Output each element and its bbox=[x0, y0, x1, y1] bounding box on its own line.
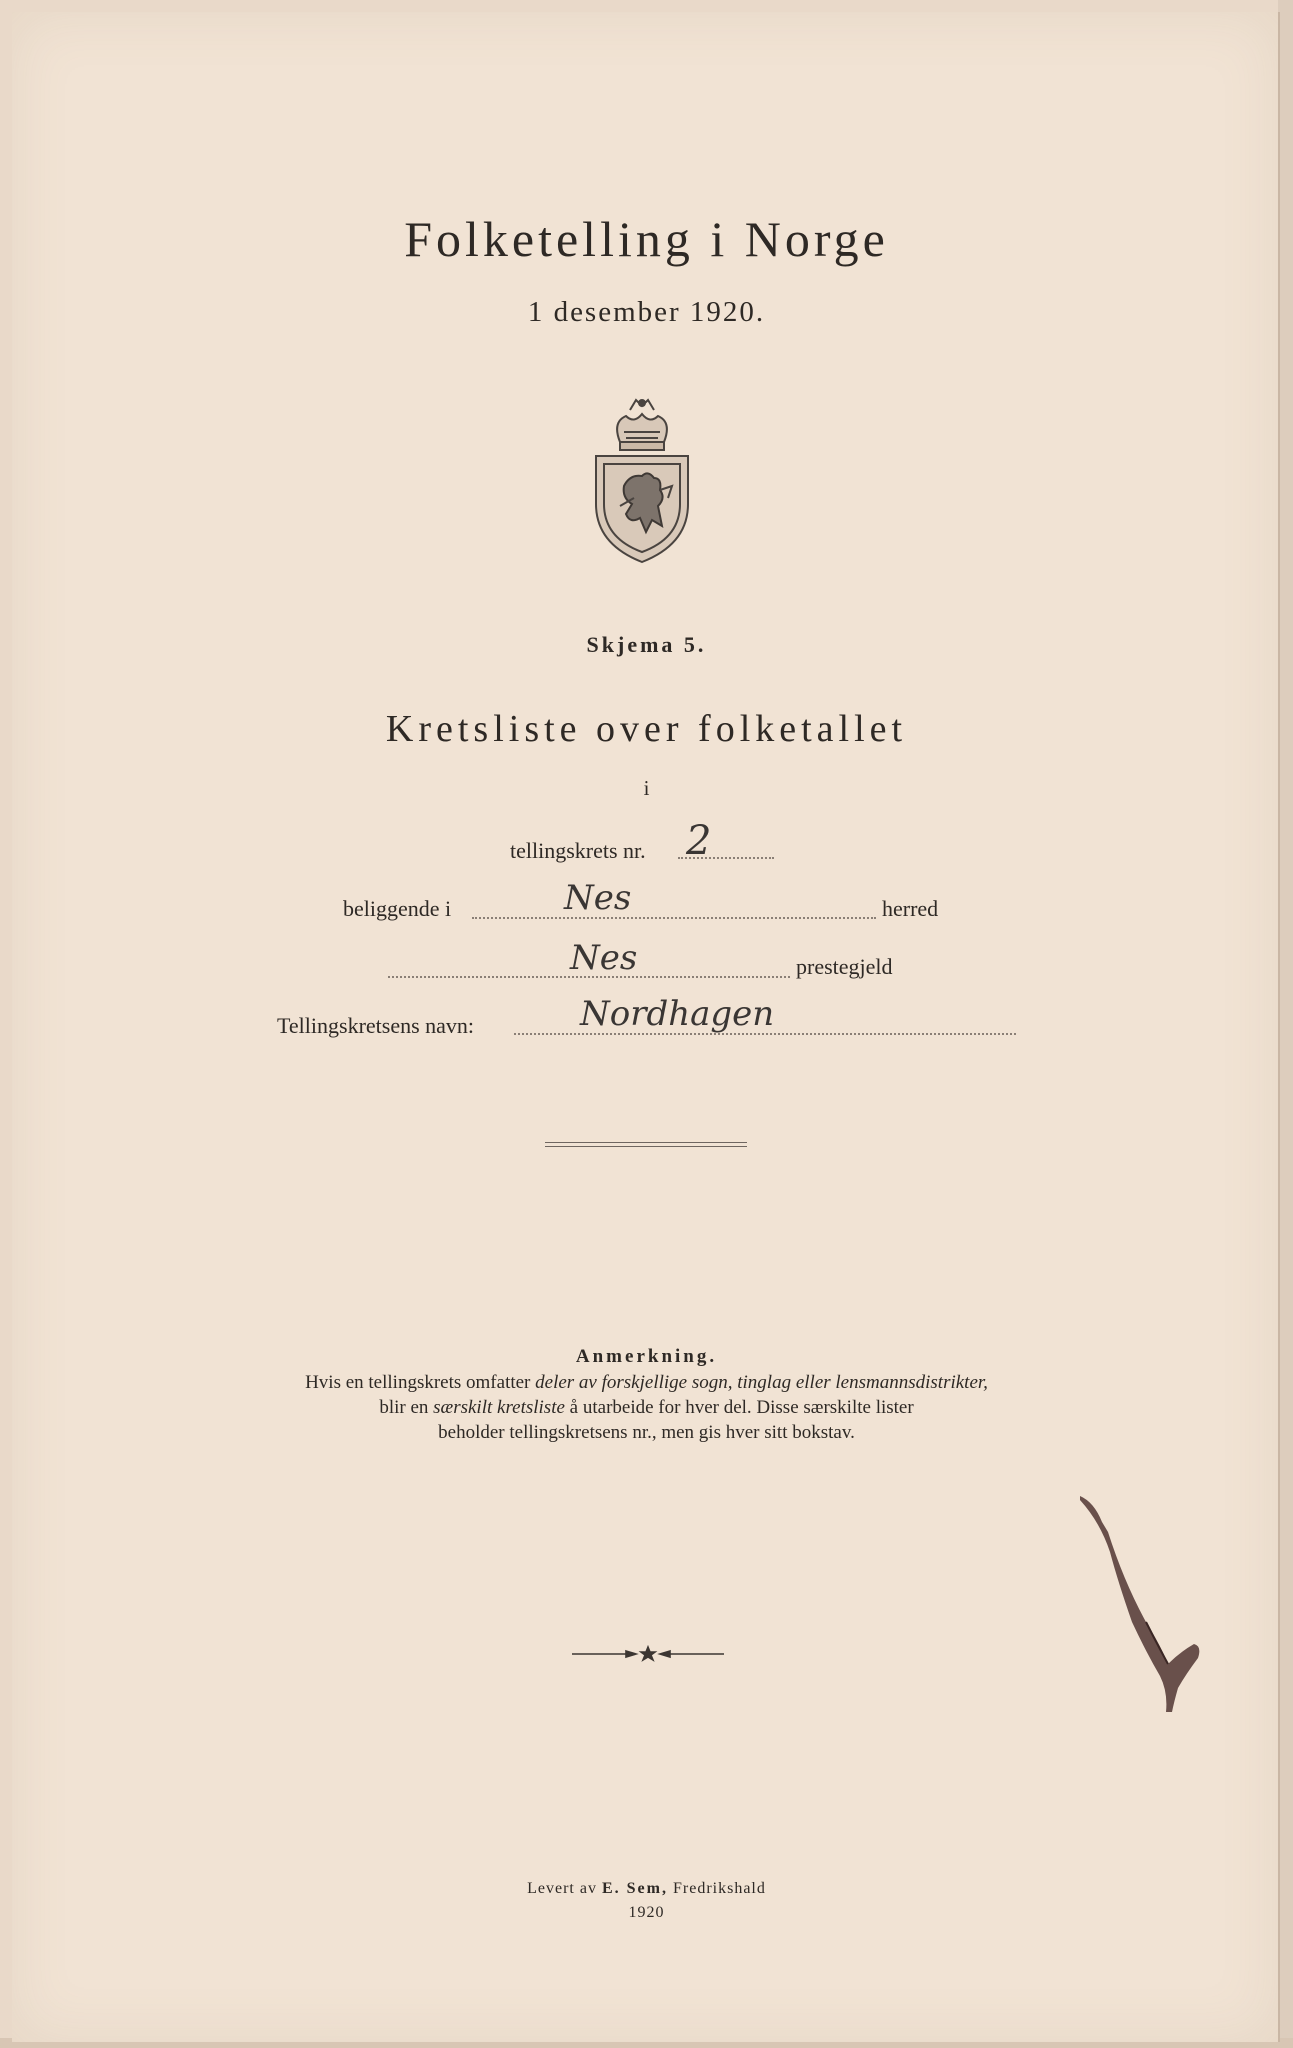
title-preposition: i bbox=[643, 776, 650, 800]
district-number-label: tellingskrets nr. bbox=[510, 838, 646, 863]
coat-of-arms-icon bbox=[590, 394, 694, 566]
printer-city: Fredrikshald bbox=[667, 1880, 766, 1897]
district-number-value: 2 bbox=[686, 818, 712, 864]
note-line-2-text-b: å utarbeide for hver del. Disse særskilte lister bbox=[564, 1397, 914, 1418]
note-line-2-text-a: blir en bbox=[379, 1397, 434, 1418]
ink-stain-icon bbox=[1076, 1492, 1226, 1716]
separator-rule-bottom bbox=[545, 1146, 747, 1147]
note-line-1-text: Hvis en tellingskrets omfatter bbox=[305, 1372, 536, 1393]
note-line-1-emphasis: deler av forskjellige sogn, tinglag eller lensmannsdistrikter, bbox=[535, 1372, 988, 1393]
note-line-3: beholder tellingskretsens nr., men gis hver sitt bokstav. bbox=[438, 1422, 855, 1443]
printer-year: 1920 bbox=[628, 1904, 665, 1921]
printer-line bbox=[0, 1880, 1293, 1898]
printer-prefix: Levert av bbox=[527, 1880, 602, 1897]
note-line-2 bbox=[0, 1397, 1293, 1419]
schema-number: Skjema 5. bbox=[586, 632, 707, 657]
census-title: Folketelling i Norge bbox=[404, 211, 889, 267]
district-name-value: Nordhagen bbox=[580, 994, 775, 1034]
note-heading: Anmerkning. bbox=[575, 1346, 718, 1367]
located-line bbox=[472, 917, 876, 919]
star-ornament-icon bbox=[570, 1644, 726, 1664]
district-name-label: Tellingskretsens navn: bbox=[277, 1013, 475, 1038]
municipality-suffix: herred bbox=[882, 896, 939, 921]
note-line-1 bbox=[0, 1372, 1293, 1394]
list-title: Kretsliste over folketallet bbox=[385, 708, 908, 750]
note-line-2-emphasis: særskilt kretsliste bbox=[433, 1397, 565, 1418]
census-date: 1 desember 1920. bbox=[527, 296, 766, 328]
located-label: beliggende i bbox=[343, 896, 452, 921]
printer-name: E. Sem, bbox=[601, 1880, 668, 1897]
separator-rule-top bbox=[545, 1142, 747, 1143]
located-value: Nes bbox=[564, 878, 632, 918]
parish-value: Nes bbox=[570, 938, 638, 978]
parish-suffix: prestegjeld bbox=[796, 954, 893, 979]
